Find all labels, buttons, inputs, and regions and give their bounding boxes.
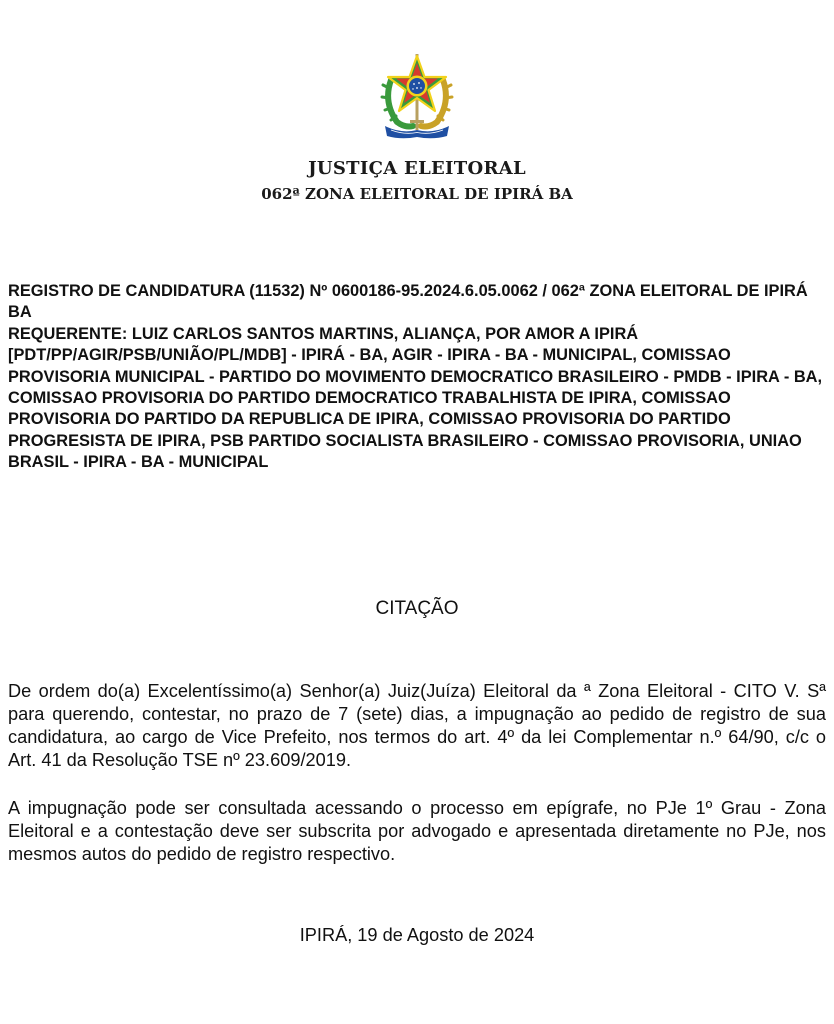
court-name: JUSTIÇA ELEITORAL [308, 158, 526, 179]
electoral-zone: 062ª ZONA ELEITORAL DE IPIRÁ BA [261, 185, 573, 203]
citation-paragraph-2: A impugnação pode ser consultada acessando o processo em epígrafe, no PJe 1º Grau - Zona Eleitoral e a contestação deve ser subscrita por advogado e apresentada diretamente no PJe, nos mesmos autos do pedido de registro respectivo. [8, 798, 826, 864]
citation-paragraph-1: De ordem do(a) Excelentíssimo(a) Senhor(a) Juiz(Juíza) Eleitoral da ª Zona Eleitoral - CITO V. Sª para querendo, contestar, no prazo de 7 (sete) dias, a impugnação ao pedido de registro de sua candidatura, ao cargo de Vice Prefeito, nos termos do art. 4º da lei Complementar n.º 64/90, c/c o Art. 41 da Resolução TSE nº 23.609/2019. [8, 681, 826, 770]
applicant-details: REQUERENTE: LUIZ CARLOS SANTOS MARTINS, ALIANÇA, POR AMOR A IPIRÁ [PDT/PP/AGIR/PSB/UNIÃO/PL/MDB] - IPIRÁ - BA, AGIR - IPIRA - BA - MUNICIPAL, COMISSAO PROVISORIA MUNICIPAL - PARTIDO DO MOVIMENTO DEMOCRATICO BRASILEIRO - PMDB - IPIRA - BA, COMISSAO PROVISORIA DO PARTIDO DEMOCRATICO TRABALHISTA DE IPIRA, COMISSAO PROVISORIA DO PARTIDO DA REPUBLICA DE IPIRA, COMISSAO PROVISORIA DO PARTIDO PROGRESISTA DE IPIRA, PSB PARTIDO SOCIALISTA BRASILEIRO - COMISSAO PROVISORIA, UNIAO BRASIL - IPIRA - BA - MUNICIPAL [8, 324, 823, 472]
registration-number: REGISTRO DE CANDIDATURA (11532) Nº 0600186-95.2024.6.05.0062 / 062ª ZONA ELEITORAL DE IPIRÁ BA [8, 282, 808, 322]
section-title: CITAÇÃO [375, 598, 459, 619]
place-and-date: IPIRÁ, 19 de Agosto de 2024 [299, 925, 535, 945]
brazil-coat-of-arms-icon [377, 50, 457, 140]
process-header [8, 281, 828, 474]
